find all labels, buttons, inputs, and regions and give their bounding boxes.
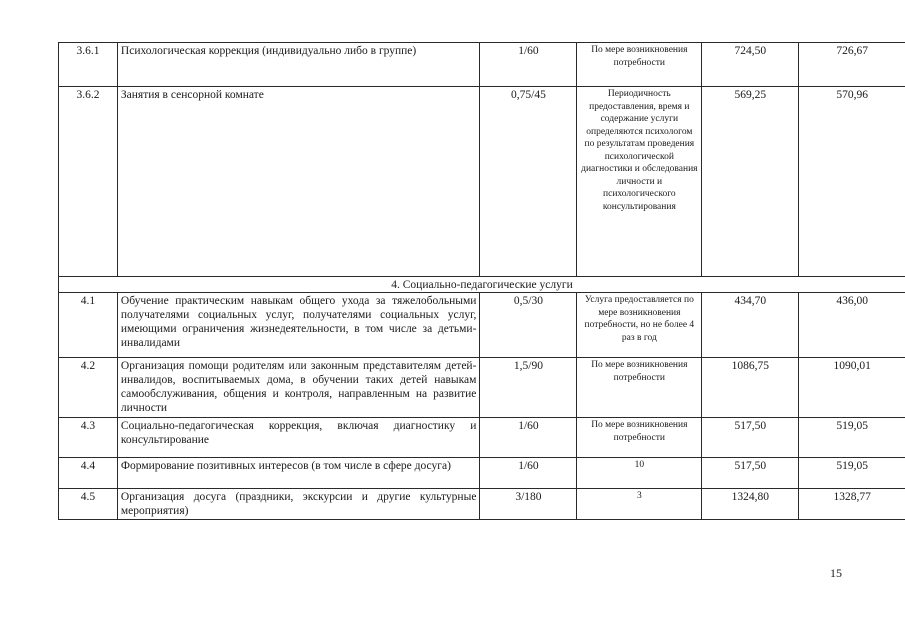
time-norm-cell: [480, 489, 577, 520]
price-cell: [702, 458, 799, 489]
row-number-cell: [59, 358, 118, 418]
row-number: 4.4: [80, 460, 96, 472]
price-indexed: 519,05: [836, 460, 869, 472]
periodicity-cell: [577, 293, 702, 358]
price-cell: [702, 358, 799, 418]
time-norm: 0,75/45: [511, 89, 546, 101]
periodicity: Услуга предоставляется по мере возникновения потребности, но не более 4 раз в год: [584, 295, 695, 343]
time-norm: 3/180: [515, 491, 542, 503]
price-current: 517,50: [734, 420, 767, 432]
price-indexed: 570,96: [836, 89, 869, 101]
service-name-cell: [117, 418, 480, 458]
row-number-cell: [59, 293, 118, 358]
row-number-cell: [59, 458, 118, 489]
periodicity: 10: [634, 460, 645, 470]
periodicity-cell: [577, 358, 702, 418]
table-row: [59, 358, 905, 418]
section-title: 4. Социально-педагогические услуги: [391, 279, 573, 291]
price-current: 1324,80: [731, 491, 769, 503]
price-cell: [702, 87, 799, 277]
periodicity: По мере возникновения потребности: [591, 360, 688, 383]
price-cell: [799, 418, 905, 458]
row-number: 4.3: [80, 420, 96, 432]
price-current: 1086,75: [731, 360, 769, 372]
row-number-cell: [59, 418, 118, 458]
time-norm-cell: [480, 43, 577, 87]
time-norm: 1/60: [518, 460, 539, 472]
price-indexed: 1328,77: [833, 491, 871, 503]
row-number-cell: [59, 43, 118, 87]
service-name: Организация досуга (праздники, экскурсии и другие культурные мероприятия): [120, 491, 477, 517]
price-cell: [799, 43, 905, 87]
time-norm: 1,5/90: [513, 360, 543, 372]
price-current: 517,50: [734, 460, 767, 472]
price-cell: [702, 418, 799, 458]
row-number: 4.2: [80, 360, 96, 372]
row-number: 4.5: [80, 491, 96, 503]
time-norm-cell: [480, 87, 577, 277]
time-norm-cell: [480, 358, 577, 418]
page-number: 15: [830, 566, 842, 580]
service-name: Социально-педагогическая коррекция, включая диагностику и консультирование: [120, 420, 477, 446]
row-number-cell: [59, 87, 118, 277]
price-current: 434,70: [734, 295, 767, 307]
row-number: 4.1: [80, 295, 96, 307]
table-row: [59, 43, 905, 87]
section-row: [59, 277, 905, 293]
price-cell: [799, 489, 905, 520]
periodicity-cell: [577, 43, 702, 87]
price-indexed: 519,05: [836, 420, 869, 432]
row-number: 3.6.1: [76, 45, 100, 57]
periodicity: По мере возникновения потребности: [591, 45, 688, 68]
service-name-cell: [117, 358, 480, 418]
price-cell: [799, 293, 905, 358]
periodicity: 3: [636, 491, 642, 501]
section-title-cell: [59, 277, 905, 293]
service-name-cell: [117, 293, 480, 358]
periodicity: По мере возникновения потребности: [591, 420, 688, 443]
services-table: [58, 42, 905, 520]
price-cell: [799, 458, 905, 489]
service-name: Формирование позитивных интересов (в том числе в сфере досуга): [120, 460, 451, 472]
time-norm: 0,5/30: [513, 295, 543, 307]
service-name-cell: [117, 489, 480, 520]
service-name-cell: [117, 87, 480, 277]
time-norm-cell: [480, 418, 577, 458]
price-current: 569,25: [734, 89, 767, 101]
row-number-cell: [59, 489, 118, 520]
periodicity-cell: [577, 418, 702, 458]
price-cell: [702, 293, 799, 358]
service-name: Обучение практическим навыкам общего ухода за тяжелобольными получателями социальных услуг, получателями социальных услуг, имеющими ограничения жизнедеятельности, в том числе за детьми-инвалидами: [120, 295, 477, 349]
row-number: 3.6.2: [76, 89, 100, 101]
price-cell: [702, 489, 799, 520]
periodicity-cell: [577, 458, 702, 489]
periodicity: Периодичность предоставления, время и содержание услуги определяются психологом по результатам проведения психологической диагностики и обследования личности и психологического консультирования: [581, 89, 698, 212]
time-norm-cell: [480, 293, 577, 358]
time-norm: 1/60: [518, 420, 539, 432]
table-row: [59, 418, 905, 458]
price-cell: [702, 43, 799, 87]
price-cell: [799, 87, 905, 277]
periodicity-cell: [577, 489, 702, 520]
price-indexed: 726,67: [836, 45, 869, 57]
table-row: [59, 293, 905, 358]
price-indexed: 436,00: [836, 295, 869, 307]
service-name: Занятия в сенсорной комнате: [120, 89, 264, 101]
service-name: Психологическая коррекция (индивидуально либо в группе): [120, 45, 417, 57]
service-name-cell: [117, 458, 480, 489]
service-name: Организация помощи родителям или законным представителям детей-инвалидов, воспитываемых дома, в обучении таких детей навыкам самообслуживания, общения и контроля, направленным на развитие личности: [120, 360, 477, 414]
table-row: [59, 87, 905, 277]
time-norm: 1/60: [518, 45, 539, 57]
service-name-cell: [117, 43, 480, 87]
table-row: [59, 458, 905, 489]
price-cell: [799, 358, 905, 418]
time-norm-cell: [480, 458, 577, 489]
price-indexed: 1090,01: [833, 360, 871, 372]
price-current: 724,50: [734, 45, 767, 57]
table-row: [59, 489, 905, 520]
periodicity-cell: [577, 87, 702, 277]
